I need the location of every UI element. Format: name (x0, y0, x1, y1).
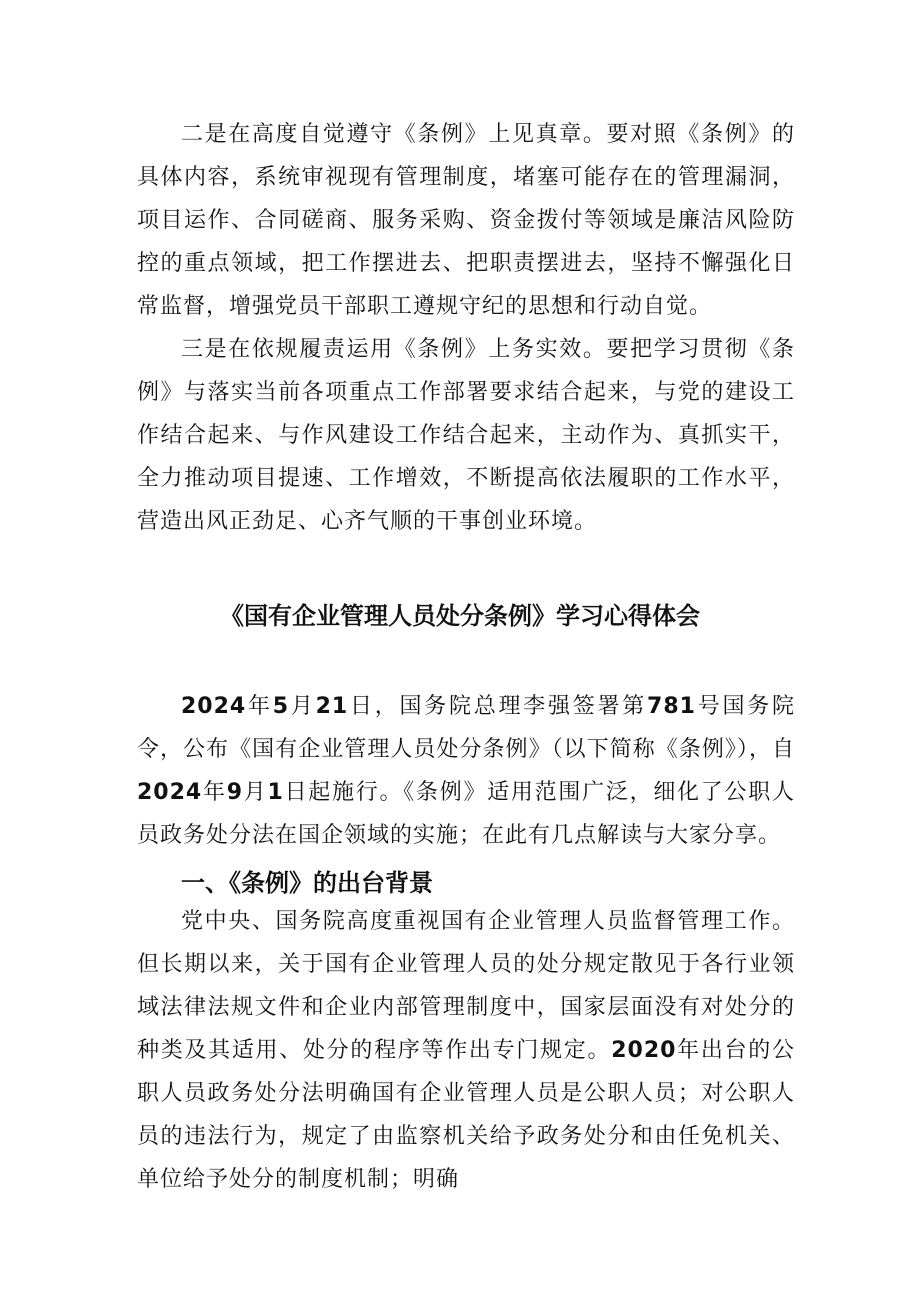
effective-year: 2024 (137, 780, 203, 805)
paragraph-intro: 2024年5月21日，国务院总理李强签署第781号国务院令，公布《国有企业管理人员处分条例》（以下简称《条例》），自2024年9月1日起施行。《条例》适用范围广泛，细化了公职人员政务处分法在国企领域的实施；在此有几点解读与大家分享。 (137, 694, 795, 848)
paragraph-compliance: 二是在高度自觉遵守《条例》上见真章。要对照《条例》的具体内容，系统审视现有管理制度，堵塞可能存在的管理漏洞，项目运作、合同磋商、服务采购、资金拨付等领域是廉洁风险防控的重点领域，把工作摆进去、把职责摆进去，坚持不懈强化日常监督，增强党员干部职工遵规守纪的思想和行动自觉。 (137, 122, 795, 319)
order-number: 781 (647, 694, 696, 719)
section-heading: 一、《条例》的出台背景 (181, 869, 433, 897)
date-month: 5 (272, 694, 290, 719)
effective-day: 1 (267, 780, 284, 805)
paragraph-background: 党中央、国务院高度重视国有企业管理人员监督管理工作。但长期以来，关于国有企业管理人员的处分规定散见于各行业领域法律法规文件和企业内部管理制度中，国家层面没有对处分的种类及其适用、处分的程序等作出专门规定。2020年出台的公职人员政务处分法明确国有企业管理人员是公职人员；对公职人员的违法行为，规定了由监察机关给予政务处分和由任免机关、单位给予处分的制度机制；明确 (137, 909, 795, 1192)
paragraph-implementation: 三是在依规履责运用《条例》上务实效。要把学习贯彻《条例》与落实当前各项重点工作部署要求结合起来，与党的建设工作结合起来、与作风建设工作结合起来，主动作为、真抓实干，全力推动项目提速、工作增效，不断提高依法履职的工作水平，营造出风正劲足、心齐气顺的干事创业环境。 (137, 337, 795, 534)
effective-month: 9 (226, 780, 244, 805)
date-day: 21 (315, 694, 349, 719)
law-year: 2020 (611, 1038, 677, 1063)
article-title: 《国有企业管理人员处分条例》学习心得体会 (220, 602, 700, 630)
date-year: 2024 (181, 694, 247, 719)
